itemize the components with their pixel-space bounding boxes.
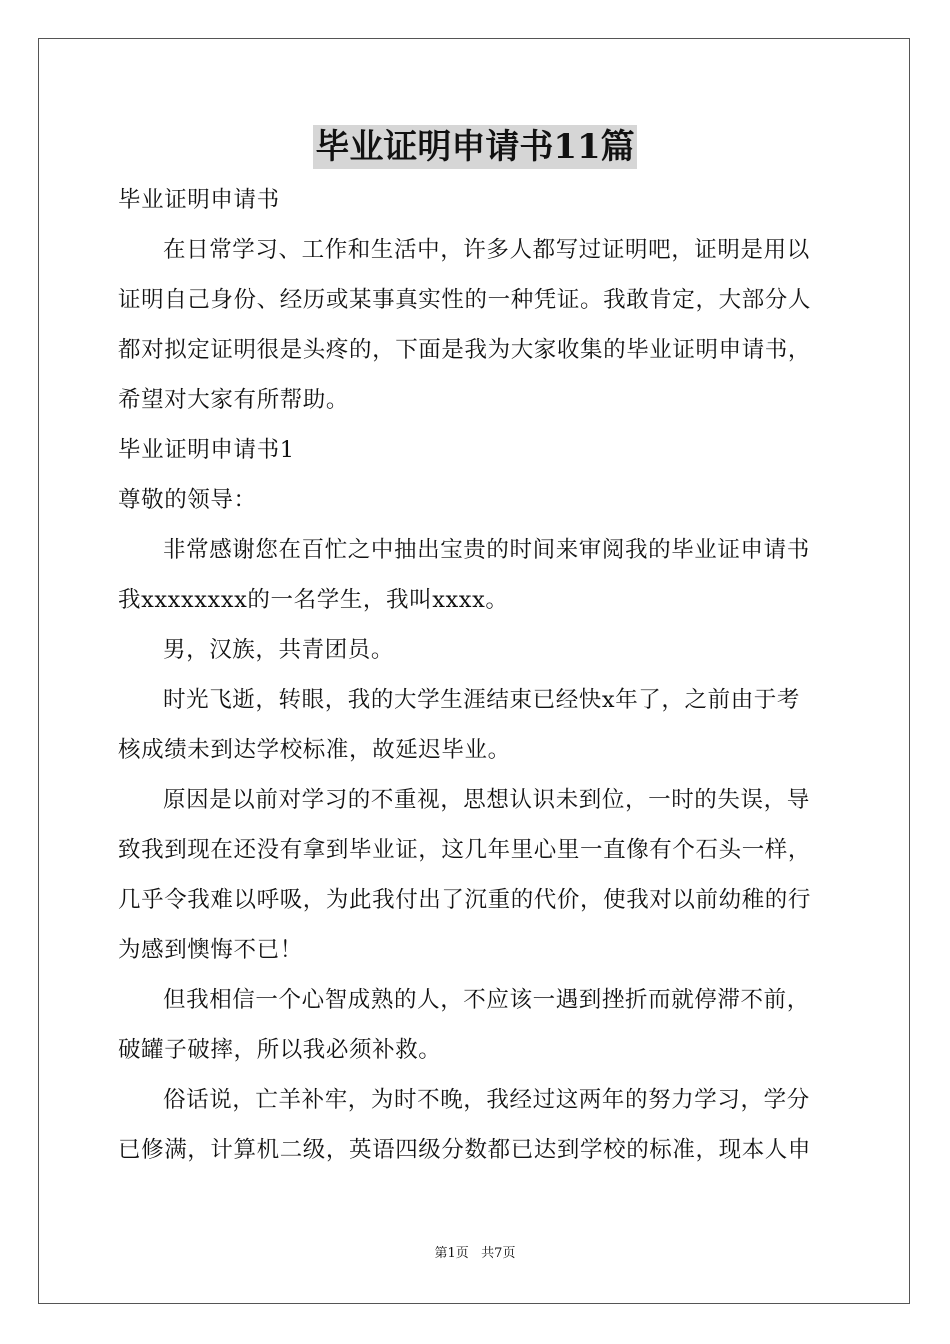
- paragraph-line: 证明自己身份、经历或某事真实性的一种凭证。我敢肯定，大部分人: [118, 287, 812, 313]
- paragraph-line: 我xxxxxxxx的一名学生，我叫xxxx。: [118, 587, 509, 613]
- paragraph-line: 希望对大家有所帮助。: [118, 387, 350, 413]
- paragraph-line: 原因是以前对学习的不重视，思想认识未到位，一时的失误，导: [163, 787, 810, 813]
- page-footer: 第1页 共7页: [434, 1246, 516, 1261]
- paragraph-line: 非常感谢您在百忙之中抽出宝贵的时间来审阅我的毕业证申请书: [163, 537, 810, 563]
- paragraph-line: 俗话说，亡羊补牢，为时不晚，我经过这两年的努力学习，学分: [163, 1087, 810, 1113]
- paragraph-line: 核成绩未到达学校标准，故延迟毕业。: [118, 737, 511, 763]
- salutation: 尊敬的领导：: [118, 487, 257, 513]
- paragraph-line: 但我相信一个心智成熟的人，不应该一遇到挫折而就停滞不前，: [163, 987, 810, 1013]
- paragraph-line: 为感到懊悔不已！: [118, 937, 303, 963]
- paragraph-line: 破罐子破摔，所以我必须补救。: [118, 1037, 442, 1063]
- paragraph-line: 时光飞逝，转眼，我的大学生涯结束已经快x年了，之前由于考: [163, 687, 800, 713]
- paragraph-line: 已修满，计算机二级，英语四级分数都已达到学校的标准，现本人申: [118, 1137, 812, 1163]
- title-area: [0, 125, 950, 169]
- paragraph-line: 致我到现在还没有拿到毕业证，这几年里心里一直像有个石头一样，: [118, 837, 812, 863]
- document-title: 毕业证明申请书11篇: [315, 127, 635, 167]
- section-heading: 毕业证明申请书: [118, 187, 280, 213]
- section-heading: 毕业证明申请书1: [118, 437, 295, 463]
- paragraph-line: 几乎令我难以呼吸，为此我付出了沉重的代价，使我对以前幼稚的行: [118, 887, 812, 913]
- paragraph-line: 在日常学习、工作和生活中，许多人都写过证明吧，证明是用以: [163, 237, 810, 263]
- paragraph-line: 都对拟定证明很是头疼的，下面是我为大家收集的毕业证明申请书，: [118, 337, 812, 363]
- paragraph-line: 男，汉族，共青团员。: [163, 637, 395, 663]
